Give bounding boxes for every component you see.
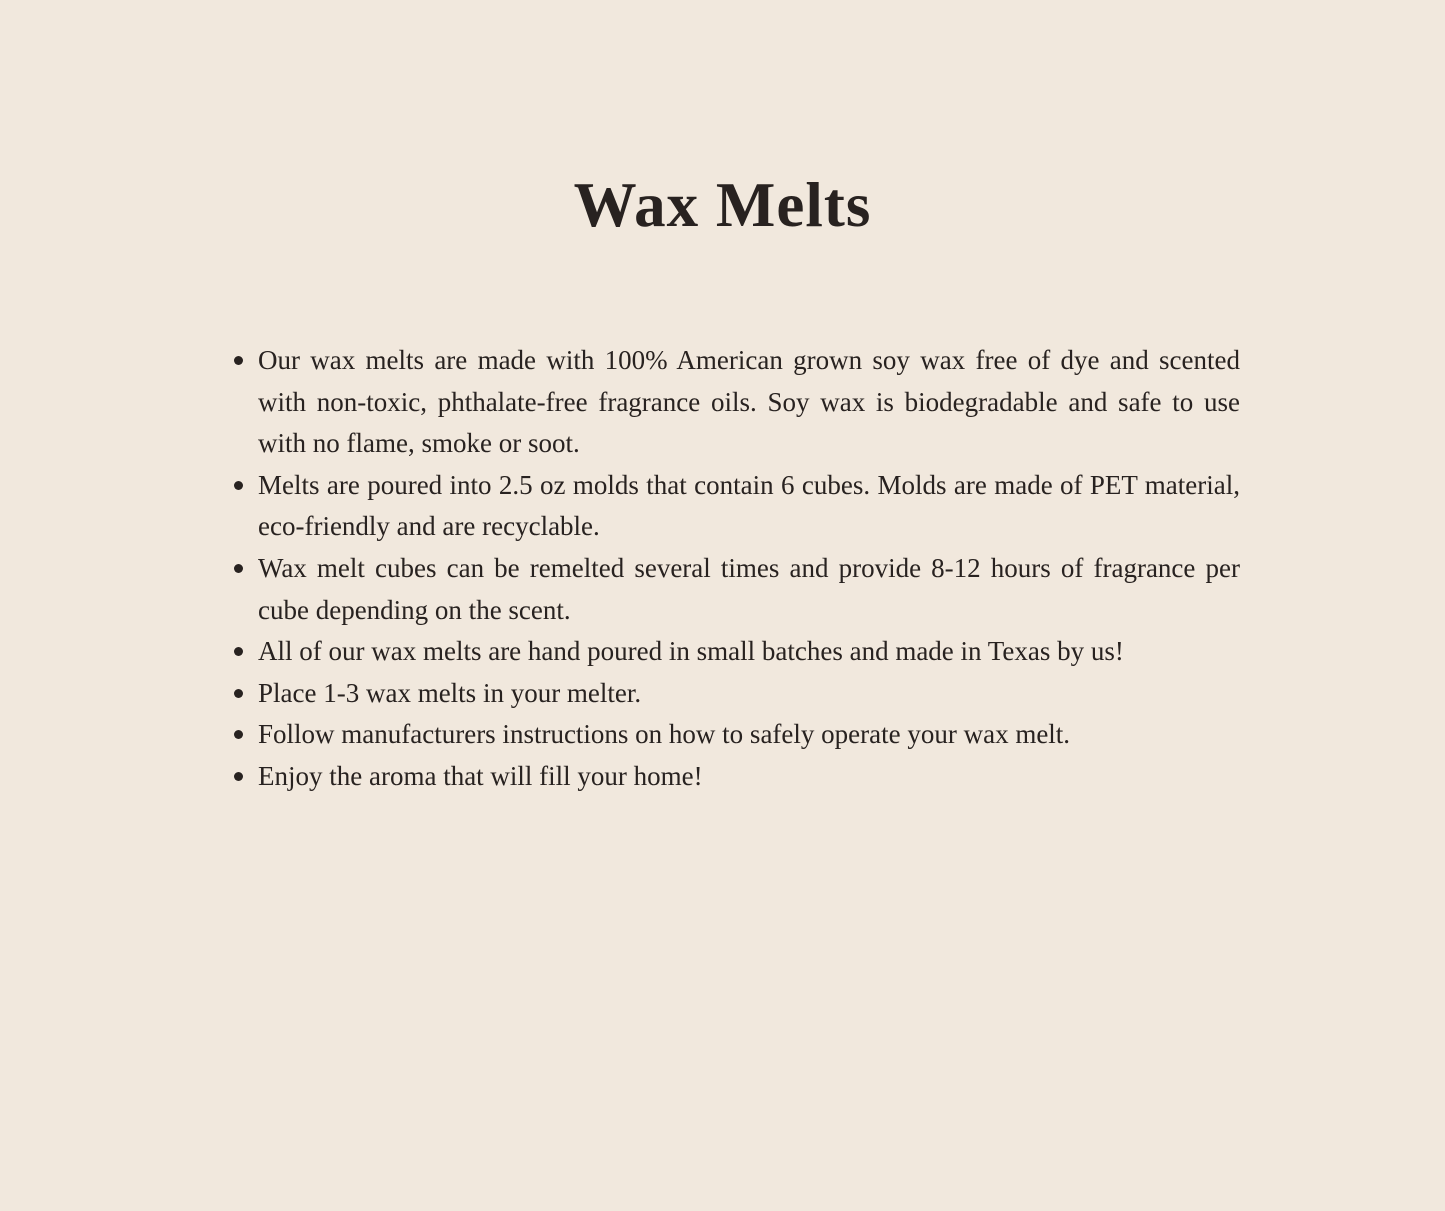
list-item: Our wax melts are made with 100% American grown soy wax free of dye and scented with non-toxic, phthalate-free fragrance oils. Soy wax is biodegradable and safe to use with no flame, smoke or soot.	[233, 340, 1240, 465]
list-item: Wax melt cubes can be remelted several times and provide 8-12 hours of fragrance per cube depending on the scent.	[233, 548, 1240, 631]
product-info-list	[233, 340, 1240, 798]
list-item: Enjoy the aroma that will fill your home!	[233, 756, 1240, 798]
list-item: Place 1-3 wax melts in your melter.	[233, 673, 1240, 715]
list-item: Follow manufacturers instructions on how to safely operate your wax melt.	[233, 714, 1240, 756]
page-title: Wax Melts	[573, 170, 872, 240]
list-item: All of our wax melts are hand poured in small batches and made in Texas by us!	[233, 631, 1240, 673]
list-item: Melts are poured into 2.5 oz molds that contain 6 cubes. Molds are made of PET material, eco-friendly and are recyclable.	[233, 465, 1240, 548]
